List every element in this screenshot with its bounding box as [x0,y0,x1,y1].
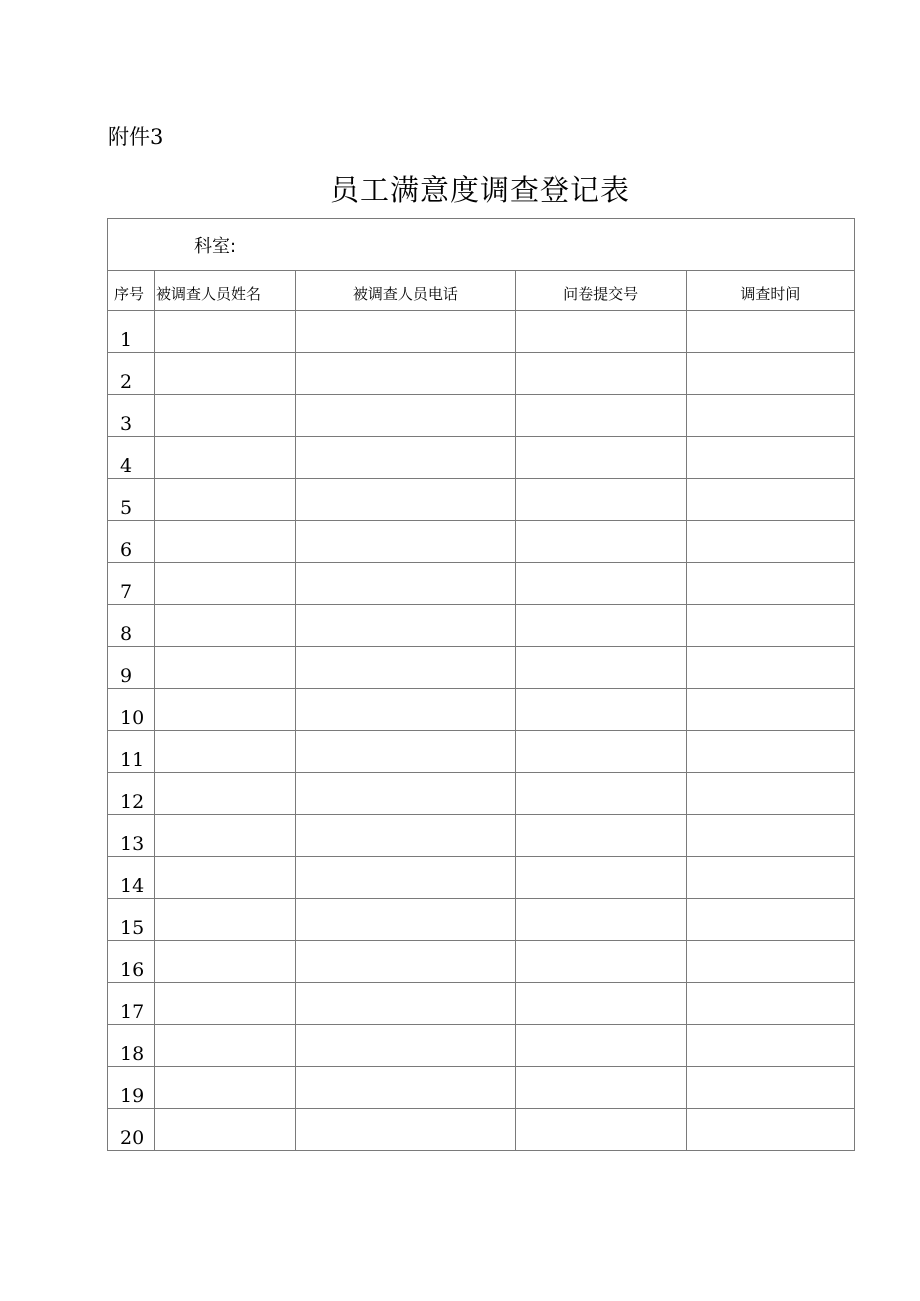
table-row [108,1109,855,1151]
questionnaire-number-cell[interactable] [515,1025,686,1067]
survey-time-cell[interactable] [686,899,854,941]
questionnaire-number-cell[interactable] [515,899,686,941]
header-respondent-name: 被调查人员姓名 [155,271,296,311]
serial-number-cell: 12 [108,773,155,815]
questionnaire-number-cell[interactable] [515,437,686,479]
questionnaire-number-cell[interactable] [515,605,686,647]
survey-time-cell[interactable] [686,647,854,689]
table-row [108,983,855,1025]
header-questionnaire-number: 问卷提交号 [515,271,686,311]
survey-time-cell[interactable] [686,395,854,437]
department-row [108,219,855,271]
department-cell[interactable] [108,219,855,271]
table-row [108,1067,855,1109]
header-row [108,271,855,311]
respondent-name-cell[interactable] [155,353,296,395]
serial-number-cell: 6 [108,521,155,563]
questionnaire-number-cell[interactable] [515,521,686,563]
header-survey-time: 调查时间 [686,271,854,311]
survey-time-cell[interactable] [686,1067,854,1109]
questionnaire-number-cell[interactable] [515,983,686,1025]
respondent-name-cell[interactable] [155,479,296,521]
respondent-phone-cell[interactable] [296,395,515,437]
serial-number-cell: 16 [108,941,155,983]
questionnaire-number-cell[interactable] [515,731,686,773]
respondent-phone-cell[interactable] [296,941,515,983]
survey-time-cell[interactable] [686,521,854,563]
questionnaire-number-cell[interactable] [515,857,686,899]
table-row [108,773,855,815]
serial-number-cell: 2 [108,353,155,395]
respondent-phone-cell[interactable] [296,521,515,563]
respondent-phone-cell[interactable] [296,857,515,899]
questionnaire-number-cell[interactable] [515,647,686,689]
survey-time-cell[interactable] [686,437,854,479]
table-row [108,521,855,563]
respondent-name-cell[interactable] [155,395,296,437]
table-row [108,941,855,983]
header-respondent-phone: 被调查人员电话 [296,271,515,311]
survey-time-cell[interactable] [686,773,854,815]
respondent-phone-cell[interactable] [296,605,515,647]
questionnaire-number-cell[interactable] [515,311,686,353]
survey-time-cell[interactable] [686,563,854,605]
serial-number-cell: 10 [108,689,155,731]
respondent-phone-cell[interactable] [296,563,515,605]
questionnaire-number-cell[interactable] [515,395,686,437]
table-row [108,437,855,479]
questionnaire-number-cell[interactable] [515,941,686,983]
respondent-name-cell[interactable] [155,773,296,815]
respondent-name-cell[interactable] [155,437,296,479]
table-row [108,899,855,941]
department-label: 科室: [194,235,237,257]
respondent-phone-cell[interactable] [296,1109,515,1151]
survey-time-cell[interactable] [686,605,854,647]
serial-number-cell: 20 [108,1109,155,1151]
serial-number-cell: 14 [108,857,155,899]
survey-time-cell[interactable] [686,311,854,353]
survey-time-cell[interactable] [686,983,854,1025]
questionnaire-number-cell[interactable] [515,1109,686,1151]
respondent-name-cell[interactable] [155,815,296,857]
respondent-phone-cell[interactable] [296,1067,515,1109]
attachment-label: 附件3 [108,125,164,149]
respondent-name-cell[interactable] [155,563,296,605]
questionnaire-number-cell[interactable] [515,1067,686,1109]
survey-time-cell[interactable] [686,689,854,731]
survey-time-cell[interactable] [686,353,854,395]
serial-number-cell: 18 [108,1025,155,1067]
questionnaire-number-cell[interactable] [515,563,686,605]
form-title: 员工满意度调查登记表 [329,173,630,207]
respondent-name-cell[interactable] [155,1067,296,1109]
registration-table [107,218,855,1151]
serial-number-cell: 7 [108,563,155,605]
respondent-phone-cell[interactable] [296,983,515,1025]
table-row [108,647,855,689]
serial-number-cell: 13 [108,815,155,857]
questionnaire-number-cell[interactable] [515,353,686,395]
serial-number-cell: 9 [108,647,155,689]
serial-number-cell: 15 [108,899,155,941]
serial-number-cell: 4 [108,437,155,479]
respondent-phone-cell[interactable] [296,899,515,941]
serial-number-cell: 3 [108,395,155,437]
respondent-name-cell[interactable] [155,311,296,353]
respondent-name-cell[interactable] [155,1109,296,1151]
serial-number-cell: 19 [108,1067,155,1109]
survey-time-cell[interactable] [686,857,854,899]
table-row [108,353,855,395]
respondent-phone-cell[interactable] [296,437,515,479]
serial-number-cell: 5 [108,479,155,521]
table-row [108,1025,855,1067]
questionnaire-number-cell[interactable] [515,773,686,815]
respondent-phone-cell[interactable] [296,689,515,731]
respondent-name-cell[interactable] [155,647,296,689]
respondent-name-cell[interactable] [155,1025,296,1067]
respondent-name-cell[interactable] [155,521,296,563]
respondent-phone-cell[interactable] [296,731,515,773]
questionnaire-number-cell[interactable] [515,689,686,731]
questionnaire-number-cell[interactable] [515,479,686,521]
respondent-name-cell[interactable] [155,983,296,1025]
survey-time-cell[interactable] [686,815,854,857]
table-row [108,857,855,899]
table-row [108,605,855,647]
respondent-phone-cell[interactable] [296,353,515,395]
respondent-phone-cell[interactable] [296,647,515,689]
questionnaire-number-cell[interactable] [515,815,686,857]
respondent-phone-cell[interactable] [296,311,515,353]
respondent-name-cell[interactable] [155,941,296,983]
respondent-name-cell[interactable] [155,899,296,941]
serial-number-cell: 11 [108,731,155,773]
respondent-phone-cell[interactable] [296,773,515,815]
table-row [108,731,855,773]
survey-time-cell[interactable] [686,1109,854,1151]
respondent-phone-cell[interactable] [296,815,515,857]
table-row [108,563,855,605]
table-row [108,479,855,521]
survey-time-cell[interactable] [686,479,854,521]
respondent-name-cell[interactable] [155,689,296,731]
survey-time-cell[interactable] [686,731,854,773]
table-row [108,311,855,353]
header-serial-number: 序号 [108,271,155,311]
respondent-name-cell[interactable] [155,731,296,773]
table-row [108,689,855,731]
table-row [108,815,855,857]
survey-time-cell[interactable] [686,1025,854,1067]
serial-number-cell: 8 [108,605,155,647]
table-row [108,395,855,437]
respondent-name-cell[interactable] [155,605,296,647]
respondent-phone-cell[interactable] [296,1025,515,1067]
respondent-name-cell[interactable] [155,857,296,899]
serial-number-cell: 1 [108,311,155,353]
survey-time-cell[interactable] [686,941,854,983]
serial-number-cell: 17 [108,983,155,1025]
respondent-phone-cell[interactable] [296,479,515,521]
